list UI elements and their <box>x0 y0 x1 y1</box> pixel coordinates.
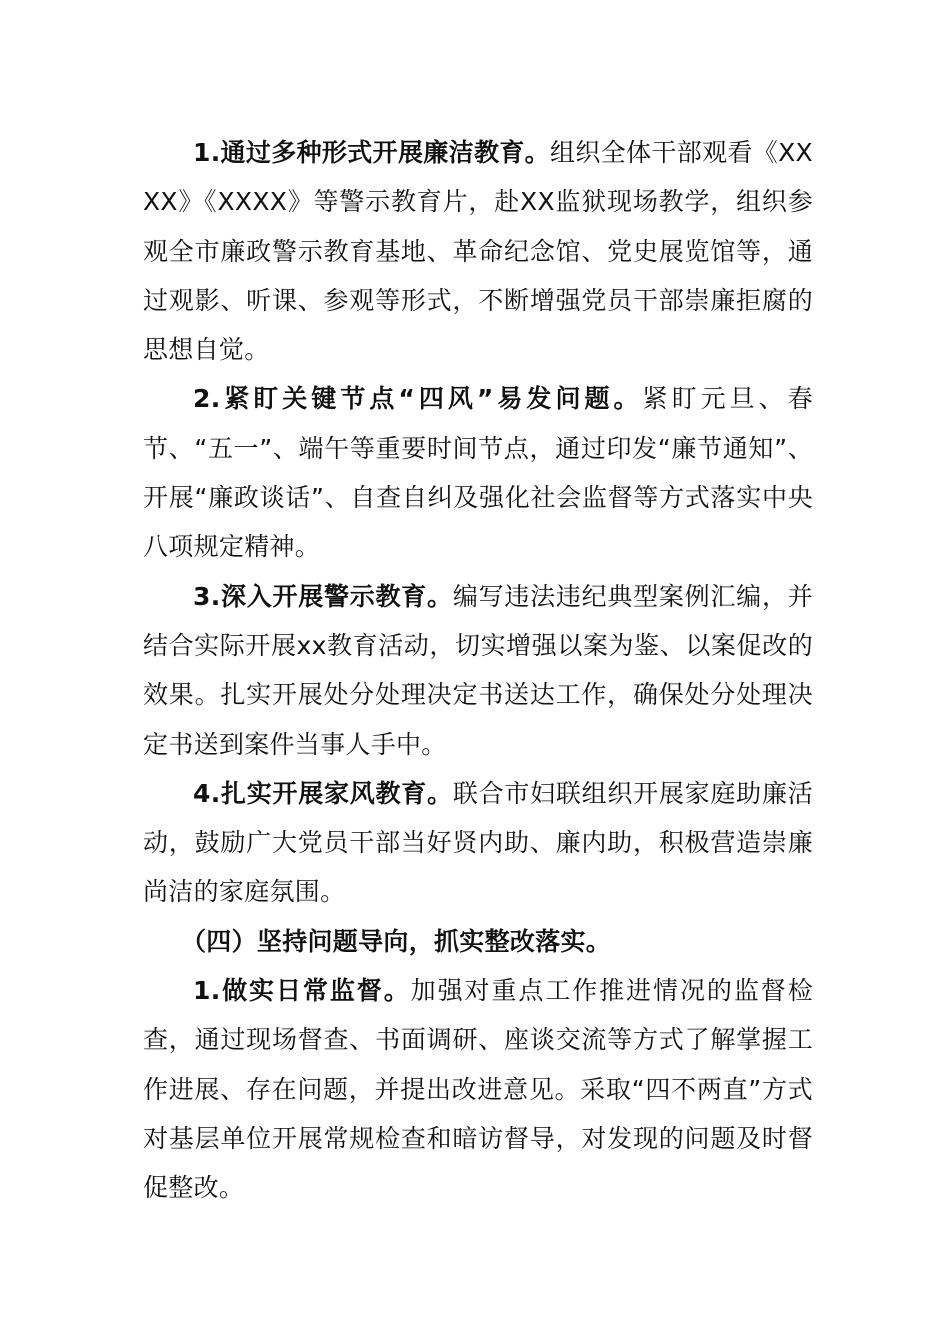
paragraph-anti-corruption-education <box>143 128 813 374</box>
paragraph-body: 编写违法违纪典型案例汇编，并结合实际开展xx教育活动，切实增强以案为鉴、以案促改的效果。扎实开展处分处理决定书送达工作，确保处分处理决定书送到案件当事人手中。 <box>143 581 814 759</box>
paragraph-warning-education <box>143 572 813 769</box>
paragraph-daily-supervision <box>143 966 813 1212</box>
paragraph-body: 组织全体干部观看《XXXX》《XXXX》等警示教育片，赴XX监狱现场教学，组织参观全市廉政警示教育基地、革命纪念馆、党史展览馆等，通过观影、听课、参观等形式，不断增强党员干部崇廉拒腐的思想自觉。 <box>143 138 813 365</box>
paragraph-body: 紧盯元旦、春节、“五一”、端午等重要时间节点，通过印发“廉节通知”、开展“廉政谈话”、自查自纠及强化社会监督等方式落实中央八项规定精神。 <box>143 384 813 562</box>
paragraph-lead: 1.做实日常监督。 <box>193 976 411 1006</box>
paragraph-lead: 3.深入开展警示教育。 <box>193 581 453 611</box>
section-heading: （四）坚持问题导向，抓实整改落实。 <box>181 926 612 956</box>
paragraph-lead: 4.扎实开展家风教育。 <box>193 778 453 808</box>
paragraph-body: 加强对重点工作推进情况的监督检查，通过现场督查、书面调研、座谈交流等方式了解掌握工作进展、存在问题，并提出改进意见。采取“四不两直”方式对基层单位开展常规检查和暗访督导，对发现的问题及时督促整改。 <box>143 976 813 1203</box>
paragraph-lead: 2.紧盯关键节点“四风”易发问题。 <box>193 384 643 414</box>
paragraph-lead: 1.通过多种形式开展廉洁教育。 <box>193 138 551 167</box>
paragraph-family-education <box>143 769 813 917</box>
document-page <box>143 128 813 1213</box>
paragraph-key-holidays <box>143 374 813 571</box>
paragraph-body: 联合市妇联组织开展家庭助廉活动，鼓励广大党员干部当好贤内助、廉内助，积极营造崇廉尚洁的家庭氛围。 <box>143 778 814 907</box>
